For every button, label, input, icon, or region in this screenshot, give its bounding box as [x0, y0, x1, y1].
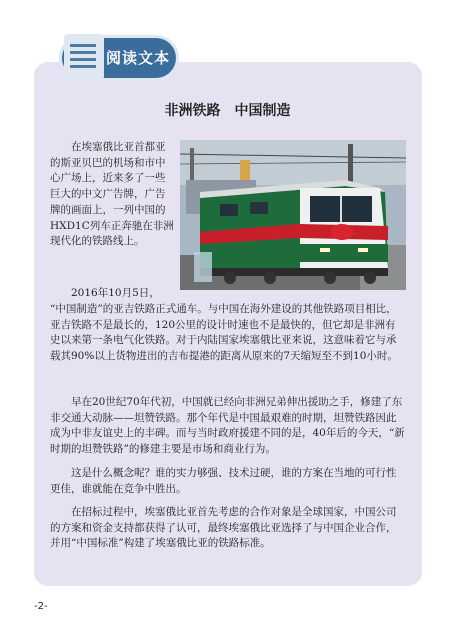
page-number: -2- — [34, 601, 48, 612]
paragraph-1: 在埃塞俄比亚首都亚的斯亚贝巴的机场和市中心广场上，近来多了一些巨大的中文广告牌，广告牌的画面上，一列中国的HXD1C列车正奔驰在非洲现代化的铁路线上。 — [50, 141, 174, 248]
paragraph-2-start: 2016年10月5日， — [71, 287, 160, 299]
paragraph-3: 早在20世纪70年代初，中国就已经向非洲兄弟伸出援助之手，修建了东非交通大动脉——坦赞铁路。那个年代是中国最艰难的时期，坦赞铁路因此成为中非友谊史上的丰碑。而与当时政府援建不同的是，40年后的今天，“新时期的坦赞铁路”的修建主要是市场和商业行为。 — [50, 396, 405, 456]
article-title: 非洲铁路 中国制造 — [164, 103, 291, 119]
paragraph-5: 在招标过程中，埃塞俄比亚首先考虑的合作对象是全球国家，中国公司的方案和资金支持都获得了认可，最终埃塞俄比亚选择了与中国企业合作，并用“中国标准”构建了埃塞俄比亚的铁路标准。 — [50, 506, 397, 550]
document-icon-lines — [70, 44, 96, 74]
section-title: 阅读文本 — [106, 49, 171, 67]
paragraph-2: “中国制造”的亚吉铁路正式通车。与中国在海外建设的其他铁路项目相比，亚吉铁路不是最长的，120公里的设计时速也不是最快的，但它却是非洲有史以来第一条电气化铁路。对于内陆国家埃塞俄比亚来说，这意味着它与承载其90%以上货物进出的吉布提港的距离从原来的7天缩短至不到10小时。 — [50, 303, 398, 363]
paragraph-4: 这是什么概念呢？谁的实力够强、技术过硬，谁的方案在当地的可行性更佳，谁就能在竞争中胜出。 — [50, 467, 397, 495]
train-photo — [180, 140, 406, 290]
